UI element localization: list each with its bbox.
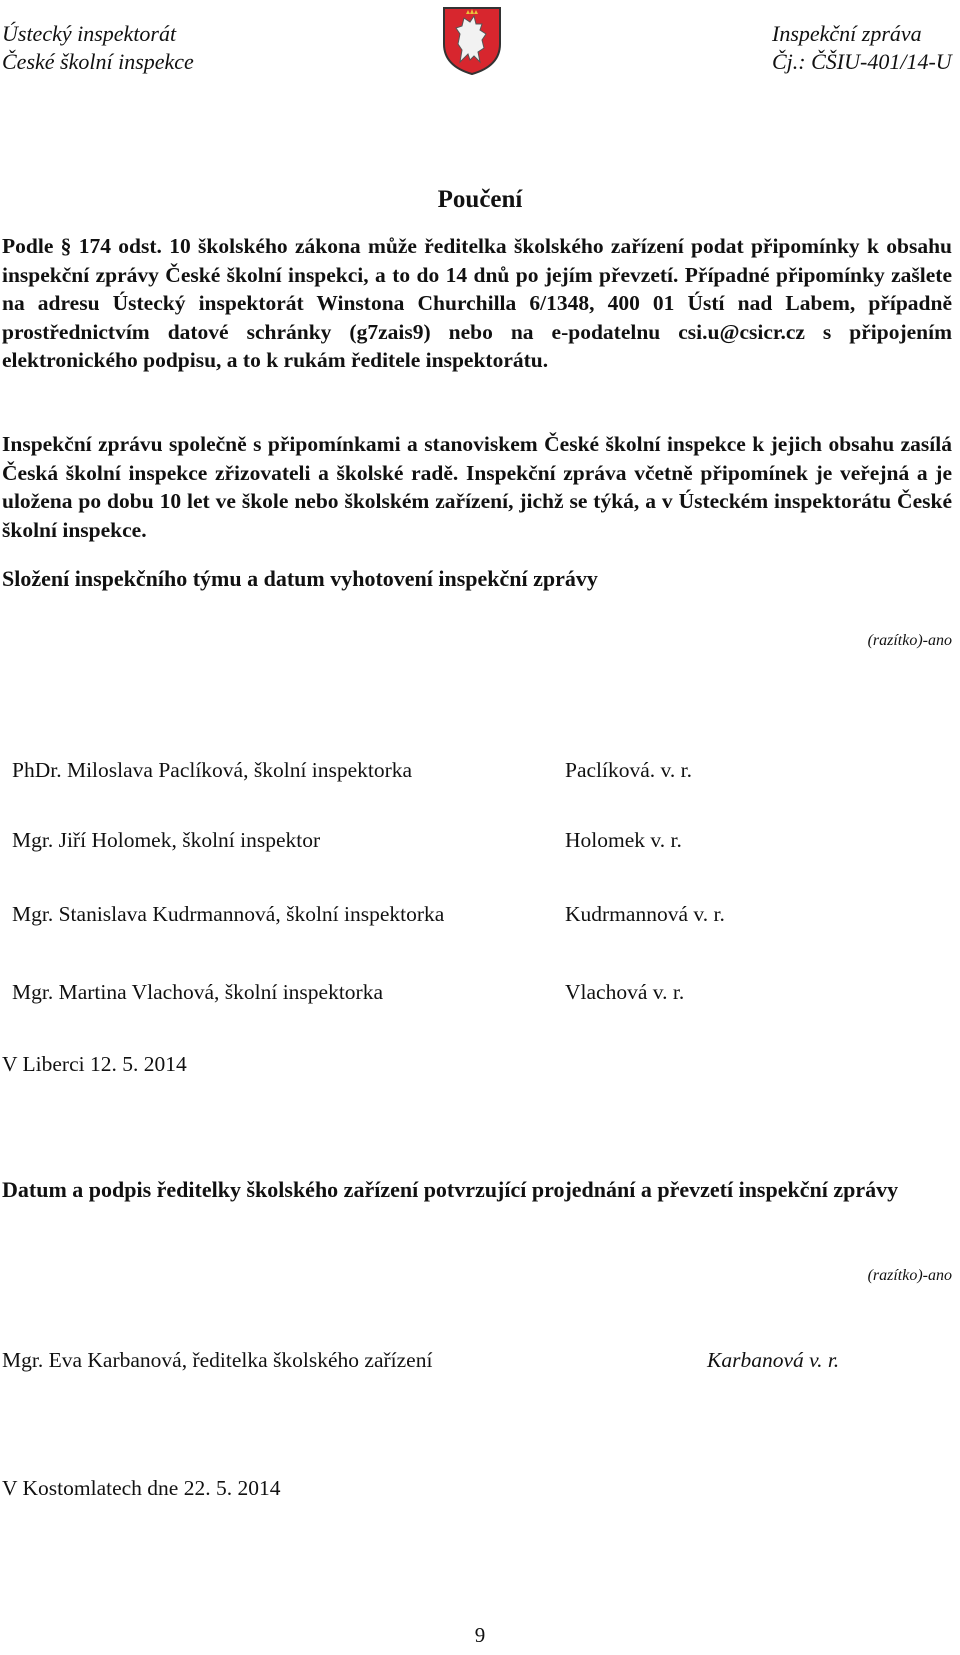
- director-heading: Datum a podpis ředitelky školského zařízení potvrzující projednání a převzetí inspekční zprávy: [2, 1177, 899, 1202]
- czech-lion-emblem-icon: [440, 4, 504, 76]
- director-name: Mgr. Eva Karbanová, ředitelka školského zařízení: [2, 1348, 433, 1372]
- reference-number: Čj.: ČŠIU-401/14-U: [772, 49, 952, 74]
- team-member-signature: Kudrmannová v. r.: [565, 902, 725, 926]
- team-heading: Složení inspekčního týmu a datum vyhotovení inspekční zprávy: [2, 566, 598, 591]
- team-member-name: Mgr. Stanislava Kudrmannová, školní inspektorka: [12, 902, 445, 926]
- stamp-label: (razítko)-ano: [867, 1267, 952, 1284]
- team-member-signature: Holomek v. r.: [565, 828, 682, 852]
- page-title: Poučení: [437, 186, 523, 213]
- inspection-body-name: České školní inspekce: [2, 49, 194, 74]
- inspectorate-name: Ústecký inspektorát: [2, 21, 177, 46]
- team-member-signature: Paclíková. v. r.: [565, 758, 692, 782]
- stamp-label: (razítko)-ano: [867, 632, 952, 649]
- header-left: [2, 20, 194, 76]
- instruction-paragraph: Podle § 174 odst. 10 školského zákona může ředitelka školského zařízení podat připomínky k obsahu inspekční zprávy České školní inspekci, a to do 14 dnů po jejím převzetí. Případné připomínky zašlete na adresu Ústecký inspektorát Winstona Churchilla 6/1348, 400 01 Ústí nad Labem, případně prostřednictvím datové schránky (g7zais9) nebo na e-podatelnu csi.u@csicr.cz s připojením elektronického podpisu, a to k rukám ředitele inspektorátu.: [2, 234, 952, 372]
- distribution-paragraph: Inspekční zprávu společně s připomínkami a stanoviskem České školní inspekce k jejich obsahu zasílá Česká školní inspekce zřizovateli a školské radě. Inspekční zpráva včetně připomínek je veřejná a je uložena po dobu 10 let ve škole nebo školském zařízení, jichž se týká, a v Ústeckém inspektorátu České školní inspekce.: [2, 432, 952, 542]
- document-type: Inspekční zpráva: [772, 21, 922, 46]
- header-right: [772, 20, 960, 76]
- place-date-kostomlaty: V Kostomlatech dne 22. 5. 2014: [2, 1476, 281, 1500]
- page-number: 9: [474, 1623, 486, 1647]
- team-member-signature: Vlachová v. r.: [565, 980, 685, 1004]
- place-date-liberec: V Liberci 12. 5. 2014: [2, 1052, 187, 1076]
- director-signature: Karbanová v. r.: [707, 1348, 840, 1372]
- team-member-name: Mgr. Jiří Holomek, školní inspektor: [12, 828, 321, 852]
- team-member-name: PhDr. Miloslava Paclíková, školní inspektorka: [12, 758, 413, 782]
- team-member-name: Mgr. Martina Vlachová, školní inspektorka: [12, 980, 384, 1004]
